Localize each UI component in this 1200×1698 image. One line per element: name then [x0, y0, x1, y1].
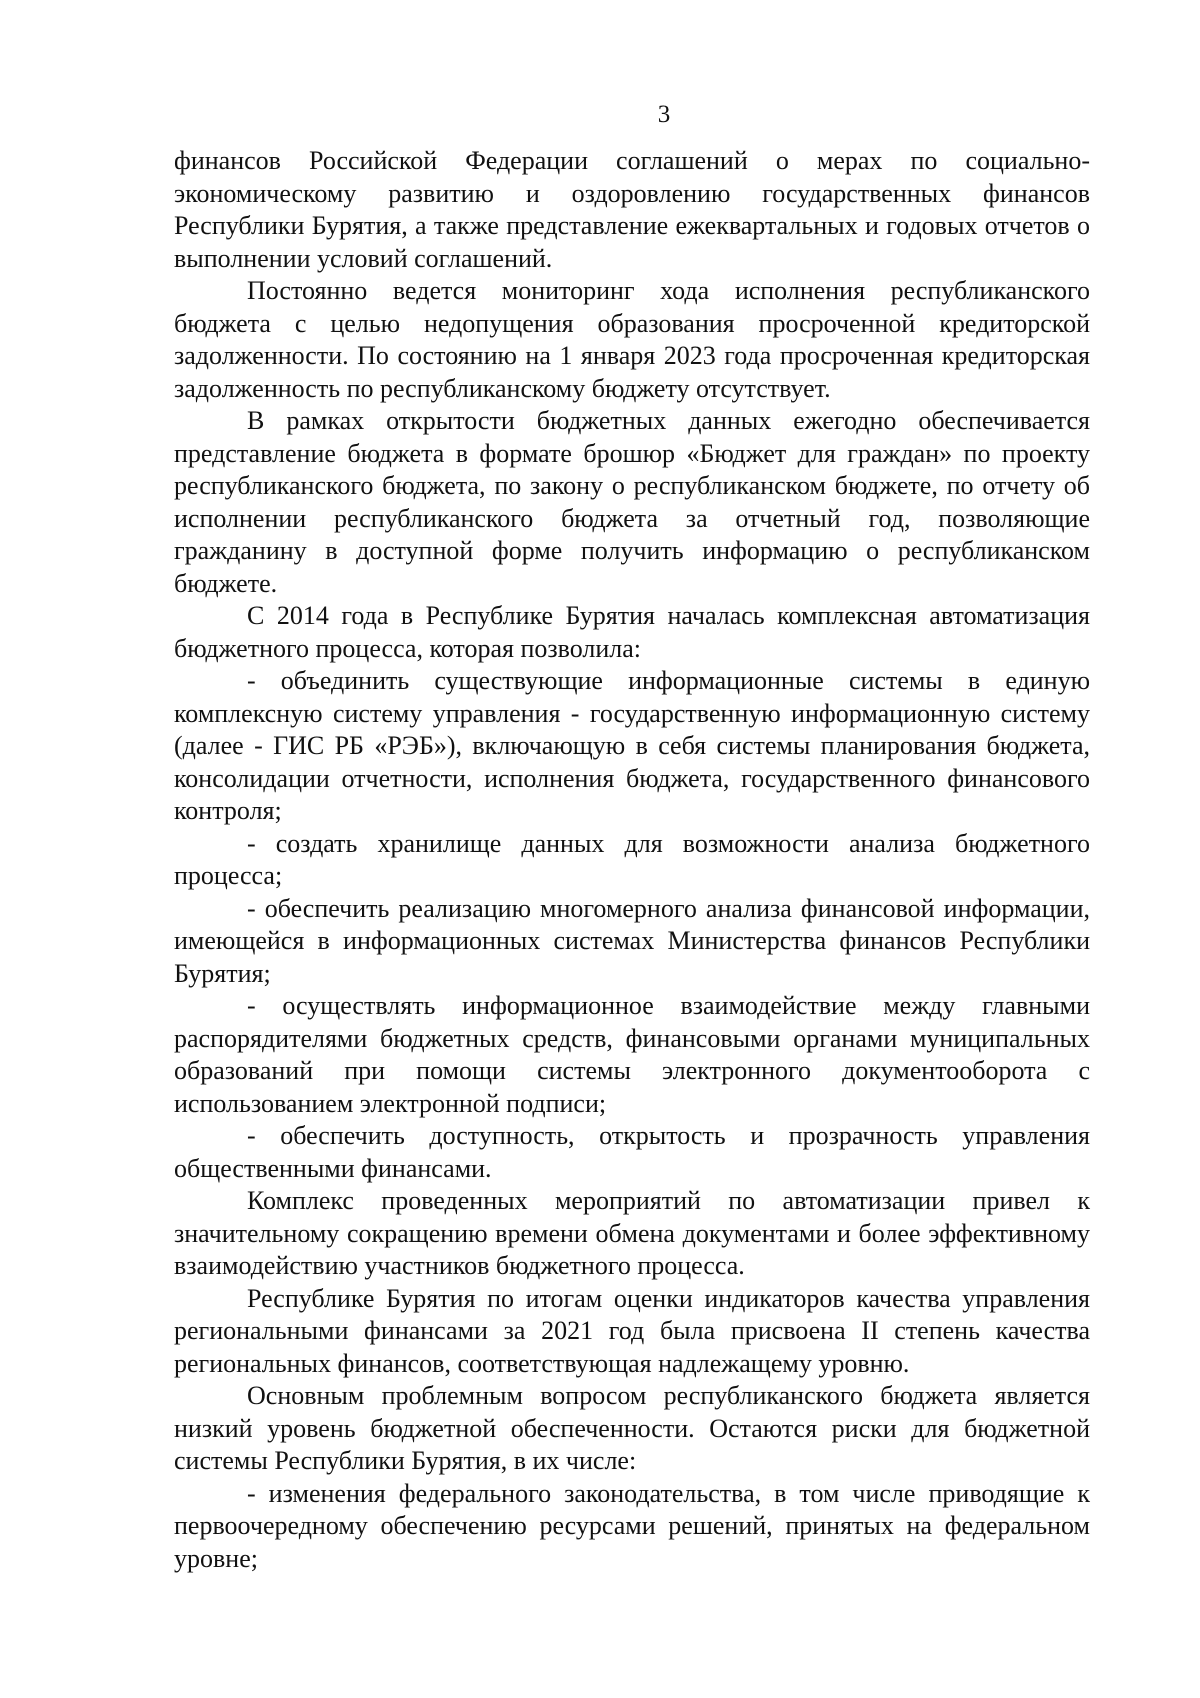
paragraph-5: Комплекс проведенных мероприятий по автоматизации привел к значительному сокращению времени обмена документами и более эффективному взаимодействию участников бюджетного процесса. — [174, 1186, 1090, 1280]
paragraph-7: Основным проблемным вопросом республиканского бюджета является низкий уровень бюджетной обеспеченности. Остаются риски для бюджетной системы Республики Бурятия, в их числе: — [174, 1381, 1090, 1475]
list-item-1: - объединить существующие информационные системы в единую комплексную систему управления - государственную информационную систему (далее - ГИС РБ «РЭБ»), включающую в себя системы планирования бюджета, консолидации отчетности, исполнения бюджета, государственного финансового контроля; — [174, 666, 1090, 825]
paragraph-1: финансов Российской Федерации соглашений о мерах по социально-экономическому развитию и оздоровлению государственных финансов Республики Бурятия, а также представление ежеквартальных и годовых отчетов о выполнении условий соглашений. — [174, 146, 1090, 273]
paragraph-2: Постоянно ведется мониторинг хода исполнения республиканского бюджета с целью недопущения образования просроченной кредиторской задолженности. По состоянию на 1 января 2023 года просроченная кредиторская задолженность по республиканскому бюджету отсутствует. — [174, 276, 1090, 403]
list-item-6: - изменения федерального законодательства, в том числе приводящие к первоочередному обеспечению ресурсами решений, принятых на федеральном уровне; — [174, 1478, 1090, 1573]
paragraph-4: С 2014 года в Республике Бурятия началась комплексная автоматизация бюджетного процесса, которая позволила: — [174, 601, 1090, 663]
paragraph-3: В рамках открытости бюджетных данных ежегодно обеспечивается представление бюджета в формате брошюр «Бюджет для граждан» по проекту республиканского бюджета, по закону о республиканском бюджете, по отчету об исполнении республиканского бюджета за отчетный год, позволяющие гражданину в доступной форме получить информацию о республиканском бюджете. — [174, 406, 1090, 598]
list-item-3: - обеспечить реализацию многомерного анализа финансовой информации, имеющейся в информационных системах Министерства финансов Республики Бурятия; — [174, 893, 1090, 988]
paragraph-6: Республике Бурятия по итогам оценки индикаторов качества управления региональными финансами за 2021 год была присвоена II степень качества региональных финансов, соответствующая надлежащему уровню. — [174, 1283, 1090, 1378]
page-number: 3 — [657, 101, 671, 128]
list-item-2: - создать хранилище данных для возможности анализа бюджетного процесса; — [174, 828, 1090, 890]
document-body — [174, 145, 1090, 1575]
list-item-5: - обеспечить доступность, открытость и прозрачность управления общественными финансами. — [174, 1121, 1090, 1183]
list-item-4: - осуществлять информационное взаимодействие между главными распорядителями бюджетных средств, финансовыми органами муниципальных образований при помощи системы электронного документооборота с использованием электронной подписи; — [174, 991, 1090, 1118]
